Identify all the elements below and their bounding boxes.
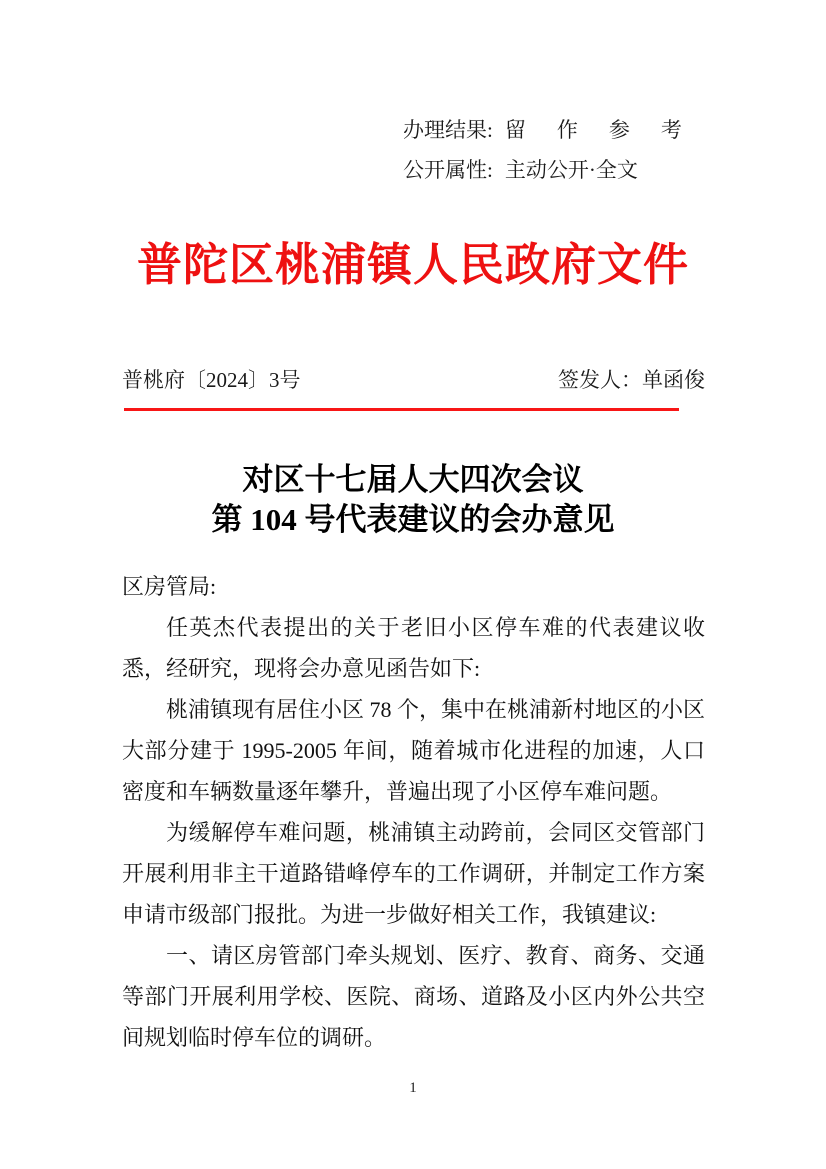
document-title-line2: 第 104 号代表建议的会办意见 <box>211 502 615 537</box>
body-paragraph: 桃浦镇现有居住小区 78 个，集中在桃浦新村地区的小区大部分建于 1995-2005 年间，随着城市化进程的加速，人口密度和车辆数量逐年攀升，普遍出现了小区停车难问题。 <box>122 697 706 804</box>
body-paragraph: 任英杰代表提出的关于老旧小区停车难的代表建议收悉，经研究，现将会办意见函告如下: <box>122 615 705 681</box>
issuer-name: 单函俊 <box>642 368 705 392</box>
salutation: 区房管局: <box>122 574 217 599</box>
meta-row-handling-result <box>403 110 705 150</box>
issuer <box>558 364 705 394</box>
red-divider <box>124 408 679 411</box>
handling-result-value: 留 作 参 考 <box>504 118 687 142</box>
handling-result-label: 办理结果: <box>403 118 493 142</box>
header-meta <box>403 110 705 190</box>
document-number: 普桃府〔2024〕3号 <box>122 368 301 392</box>
meta-row-disclosure <box>403 150 705 190</box>
document-body <box>122 566 705 1058</box>
page-number: 1 <box>409 1080 417 1096</box>
document-number-row <box>122 364 705 394</box>
document-title <box>0 460 826 540</box>
masthead-title: 普陀区桃浦镇人民政府文件 <box>136 240 689 290</box>
document-title-line1: 对区十七届人大四次会议 <box>242 462 584 497</box>
body-paragraph: 一、请区房管部门牵头规划、医疗、教育、商务、交通等部门开展利用学校、医院、商场、道路及小区内外公共空间规划临时停车位的调研。 <box>122 943 705 1050</box>
body-paragraph: 为缓解停车难问题，桃浦镇主动跨前，会同区交管部门开展利用非主干道路错峰停车的工作调研，并制定工作方案申请市级部门报批。为进一步做好相关工作，我镇建议: <box>122 820 705 927</box>
issuer-label: 签发人： <box>558 368 642 392</box>
disclosure-value: 主动公开·全文 <box>504 158 638 182</box>
disclosure-label: 公开属性: <box>403 158 493 182</box>
